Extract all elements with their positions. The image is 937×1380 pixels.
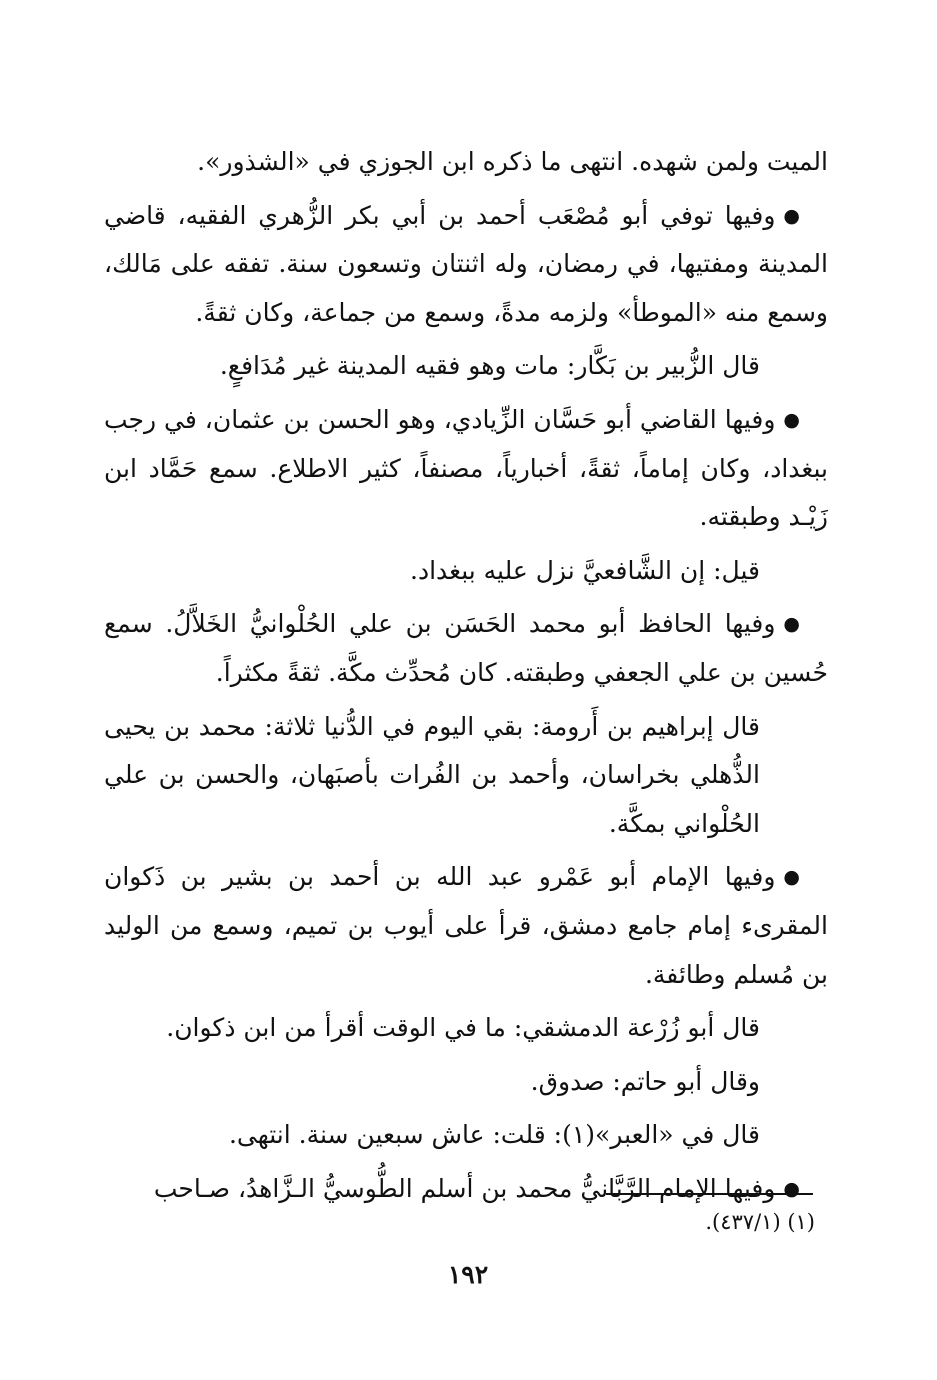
paragraph-6 bbox=[104, 600, 828, 697]
paragraph-9 bbox=[104, 1004, 828, 1053]
paragraph-11 bbox=[104, 1111, 828, 1160]
paragraph-1 bbox=[104, 138, 828, 187]
paragraph-text: وفيها القاضي أبو حَسَّان الزِّيادي، وهو الحسن بن عثمان، في رجب ببغداد، وكان إماماً، ثقةً، أخبارياً، مصنفاً، كثير الاطلاع. سمع حَمَّاد ابن زَيْـد وطبقته. bbox=[104, 404, 828, 532]
bullet-icon: ● bbox=[783, 866, 800, 889]
bullet-icon: ● bbox=[783, 1177, 800, 1200]
paragraph-8 bbox=[104, 853, 828, 999]
bullet-icon: ● bbox=[783, 408, 800, 431]
page-number: ١٩٢ bbox=[447, 1260, 489, 1289]
main-text bbox=[104, 138, 828, 1218]
paragraph-2 bbox=[104, 192, 828, 338]
paragraph-text: قال إبراهيم بن أَرومة: بقي اليوم في الدُّنيا ثلاثة: محمد بن يحيى الذُّهلي بخراسان، وأحمد بن الفُرات بأصبَهان، والحسن بن علي الحُلْواني بمكَّة. bbox=[104, 711, 760, 838]
paragraph-text: قيل: إن الشَّافعيَّ نزل عليه ببغداد. bbox=[410, 555, 760, 585]
paragraph-5 bbox=[104, 547, 828, 596]
paragraph-text: وفيها الإمام أبو عَمْرو عبد الله بن أحمد بن بشير بن ذَكوان المقرىء إمام جامع دمشق، قرأ على أيوب بن تميم، وسمع من الوليد بن مُسلم وطائفة. bbox=[104, 862, 828, 989]
footnote-divider bbox=[606, 1193, 813, 1195]
paragraph-text: قال الزُّبير بن بَكَّار: مات وهو فقيه المدينة غير مُدَافعٍ. bbox=[219, 351, 760, 381]
bullet-icon: ● bbox=[783, 204, 800, 227]
paragraph-text: الميت ولمن شهده. انتهى ما ذكره ابن الجوزي في «الشذور». bbox=[197, 147, 828, 176]
footnote: (١) (٤٣٧/١). bbox=[705, 1210, 815, 1234]
paragraph-10 bbox=[104, 1058, 828, 1107]
paragraph-4 bbox=[104, 396, 828, 542]
paragraph-text: وفيها توفي أبو مُصْعَب أحمد بن أبي بكر الزُّهري الفقيه، قاضي المدينة ومفتيها، في رمضان، وله اثنتان وتسعون سنة. تفقه على مَالك، وسمع منه «الموطأ» ولزمه مدةً، وسمع من جماعة، وكان ثقةً. bbox=[104, 200, 828, 327]
bullet-icon: ● bbox=[783, 613, 800, 636]
paragraph-text: وفيها الإمام الرَّبَّانيُّ محمد بن أسلم الطُّوسيُّ الـزَّاهدُ، صـاحب bbox=[153, 1173, 776, 1203]
paragraph-text: وقال أبو حاتم: صدوق. bbox=[530, 1066, 760, 1096]
paragraph-text: قال أبو زُرْعة الدمشقي: ما في الوقت أقرأ من ابن ذكوان. bbox=[166, 1013, 760, 1043]
paragraph-7 bbox=[104, 703, 828, 849]
paragraph-text: قال في «العبر»(١): قلت: عاش سبعين سنة. انتهى. bbox=[228, 1120, 760, 1150]
paragraph-3 bbox=[104, 342, 828, 391]
paragraph-text: وفيها الحافظ أبو محمد الحَسَن بن علي الحُلْوانيُّ الخَلاَّلُ. سمع حُسين بن علي الجعفي وطبقته. كان مُحدِّث مكَّة. ثقةً مكثراً. bbox=[104, 609, 828, 687]
